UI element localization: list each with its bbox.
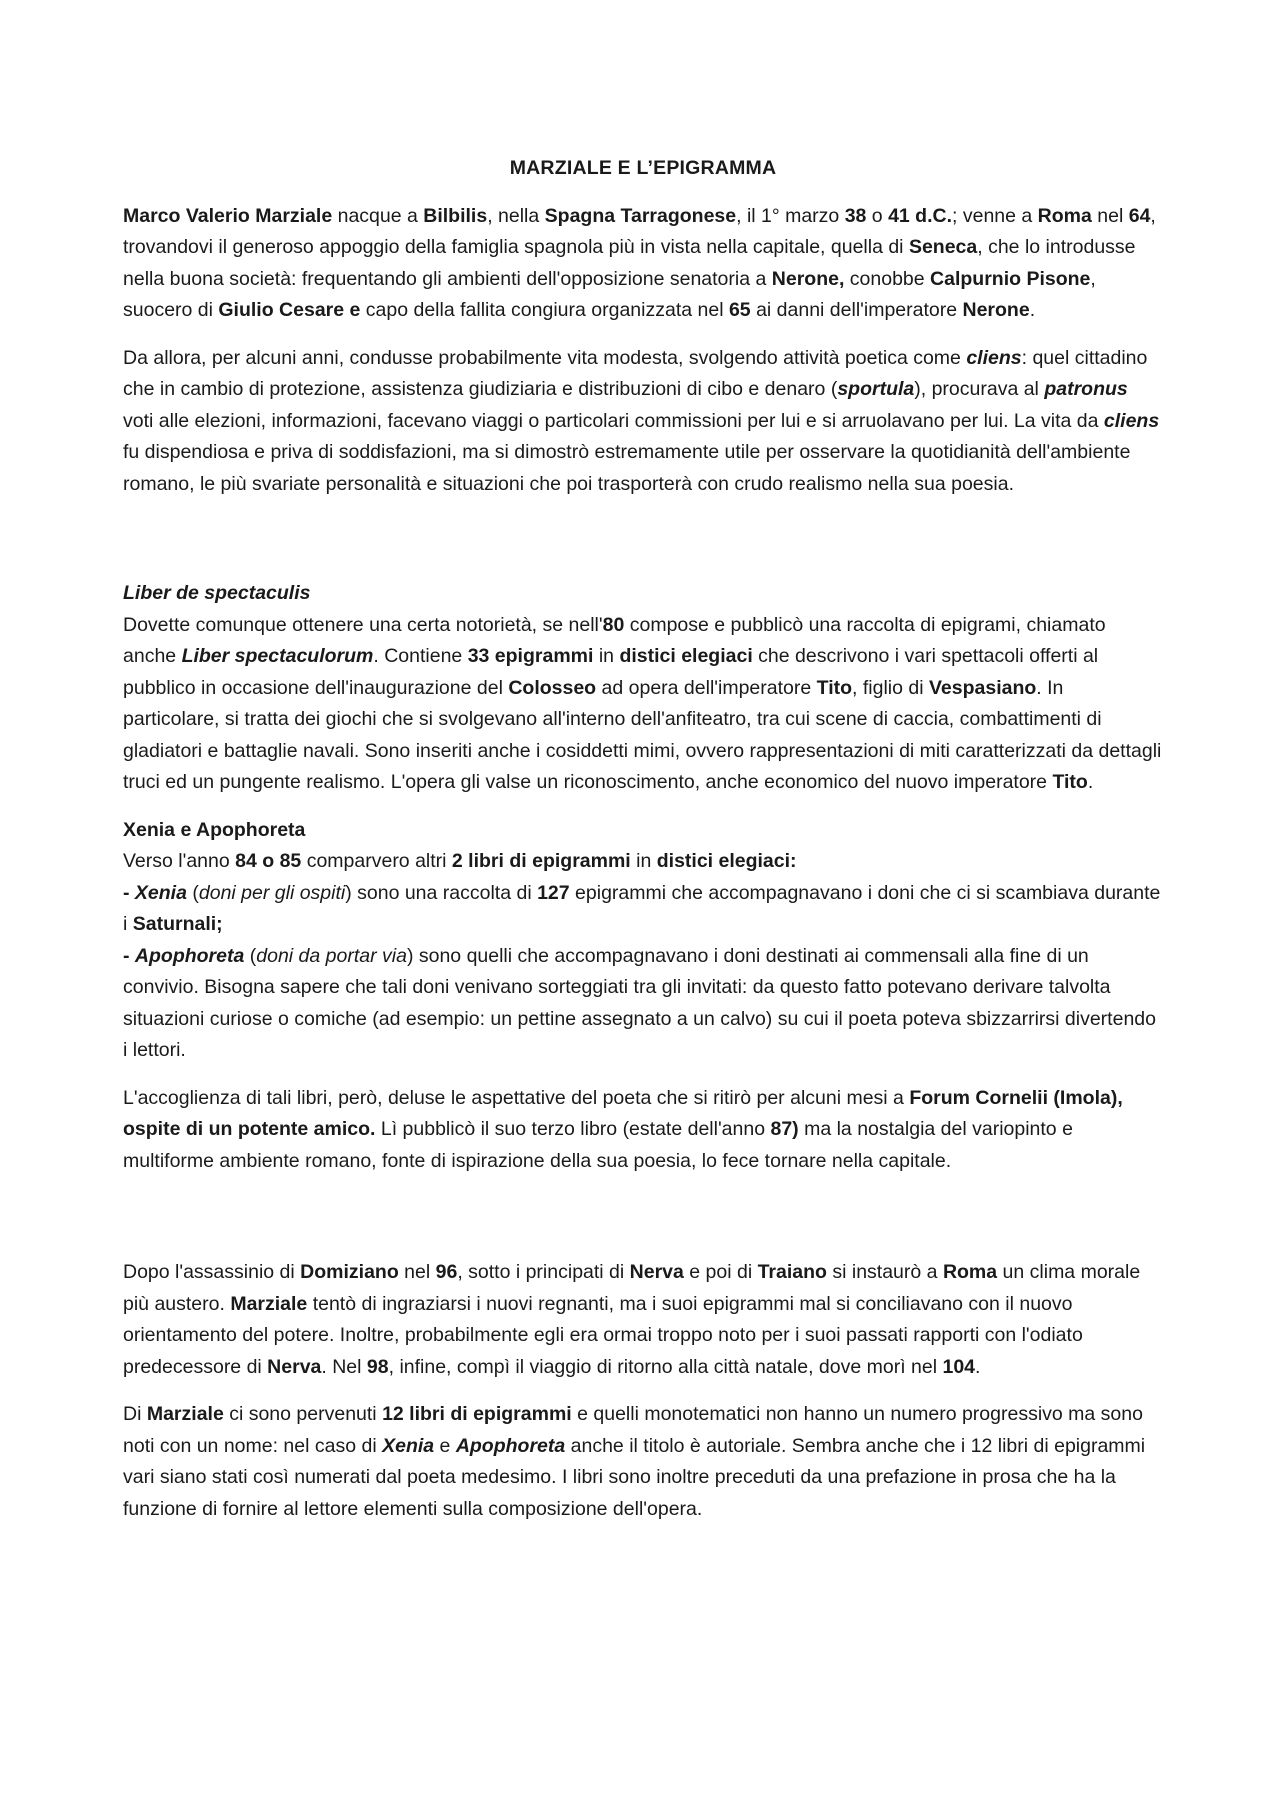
paragraph-cliens: Da allora, per alcuni anni, condusse probabilmente vita modesta, svolgendo attività poetica come cliens: quel cittadino che in cambio di protezione, assistenza giudiziaria e distribuzioni di cibo e denaro (sportula), procurava al patronus voti alle elezioni, informazioni, facevano viaggi o particolari commissioni per lui e si arruolavano per lui. La vita da cliens fu dispendiosa e priva di soddisfazioni, ma si dimostrò estremamente utile per osservare la quotidianità dell'ambiente romano, le più svariate personalità e situazioni che poi trasporterà con crudo realismo nella sua poesia. bbox=[123, 346, 1160, 495]
document-body bbox=[123, 153, 1163, 1541]
paragraph-libri: Di Marziale ci sono pervenuti 12 libri di epigrammi e quelli monotematici non hanno un numero progressivo ma sono noti con un nome: nel caso di Xenia e Apophoreta anche il titolo è autoriale. Sembra anche che i 12 libri di epigrammi vari siano stati così numerati dal poeta medesimo. I libri sono inoltre preceduti da una prefazione in prosa che ha la funzione di fornire al lettore elementi sulla composizione dell'opera. bbox=[123, 1403, 1146, 1520]
section-xenia-apophoreta bbox=[123, 815, 1163, 1067]
section-heading: Xenia e Apophoreta bbox=[123, 818, 306, 841]
section-heading: Liber de spectaculis bbox=[123, 582, 311, 604]
list-item: - Apophoreta (doni da portar via) sono quelli che accompagnavano i doni destinati ai commensali alla fine di un convivio. Bisogna sapere che tali doni venivano sorteggiati tra gli invitati: da questo fatto potevano derivare talvolta situazioni curiose o comiche (ad esempio: un pettine assegnato a un calvo) su cui il poeta poteva sbizzarrirsi divertendo i lettori. bbox=[123, 944, 1156, 1061]
paragraph-forum-cornelii: L'accoglienza di tali libri, però, deluse le aspettative del poeta che si ritirò per alcuni mesi a Forum Cornelii (Imola), ospite di un potente amico. Lì pubblicò il suo terzo libro (estate dell'anno 87) ma la nostalgia del variopinto e multiforme ambiente romano, fonte di ispirazione della sua poesia, lo fece tornare nella capitale. bbox=[123, 1086, 1123, 1172]
spacer bbox=[123, 516, 1163, 578]
text-line: Verso l'anno 84 o 85 comparvero altri 2 libri di epigrammi in distici elegiaci: bbox=[123, 850, 797, 872]
list-item: - Xenia (doni per gli ospiti) sono una raccolta di 127 epigrammi che accompagnavano i doni che ci si scambiava durante i Saturnali; bbox=[123, 881, 1161, 935]
section-liber-de-spectaculis: Liber de spectaculis Dovette comunque ottenere una certa notorietà, se nell'80 compose e pubblicò una raccolta di epigrami, chiamato anche Liber spectaculorum. Contiene 33 epigrammi in distici elegiaci che descrivono i vari spettacoli offerti al pubblico in occasione dell'inaugurazione del Colosseo ad opera dell'imperatore Tito, figlio di Vespasiano. In particolare, si tratta dei giochi che si svolgevano all'interno dell'anfiteatro, tra cui scene di caccia, combattimenti di gladiatori e battaglie navali. Sono inseriti anche i cosiddetti mimi, ovvero rappresentazioni di miti caratterizzati da dettagli truci ed un pungente realismo. L'opera gli valse un riconoscimento, anche economico del nuovo imperatore Tito. bbox=[123, 578, 1163, 799]
paragraph-biography: Marco Valerio Marziale nacque a Bilbilis, nella Spagna Tarragonese, il 1° marzo 38 o 41 d.C.; venne a Roma nel 64, trovandovi il generoso appoggio della famiglia spagnola più in vista nella capitale, quella di Seneca, che lo introdusse nella buona società: frequentando gli ambienti dell'opposizione senatoria a Nerone, conobbe Calpurnio Pisone, suocero di Giulio Cesare e capo della fallita congiura organizzata nel 65 ai danni dell'imperatore Nerone. bbox=[123, 204, 1156, 321]
paragraph-domiziano: Dopo l'assassinio di Domiziano nel 96, sotto i principati di Nerva e poi di Traiano si instaurò a Roma un clima morale più austero. Marziale tentò di ingraziarsi i nuovi regnanti, ma i suoi epigrammi mal si conciliavano con il nuovo orientamento del potere. Inoltre, probabilmente egli era ormai troppo noto per i suoi passati rapporti con l'odiato predecessore di Nerva. Nel 98, infine, compì il viaggio di ritorno alla città natale, dove morì nel 104. bbox=[123, 1261, 1141, 1378]
spacer bbox=[123, 1193, 1163, 1257]
page-title: MARZIALE E L’EPIGRAMMA bbox=[509, 157, 777, 179]
